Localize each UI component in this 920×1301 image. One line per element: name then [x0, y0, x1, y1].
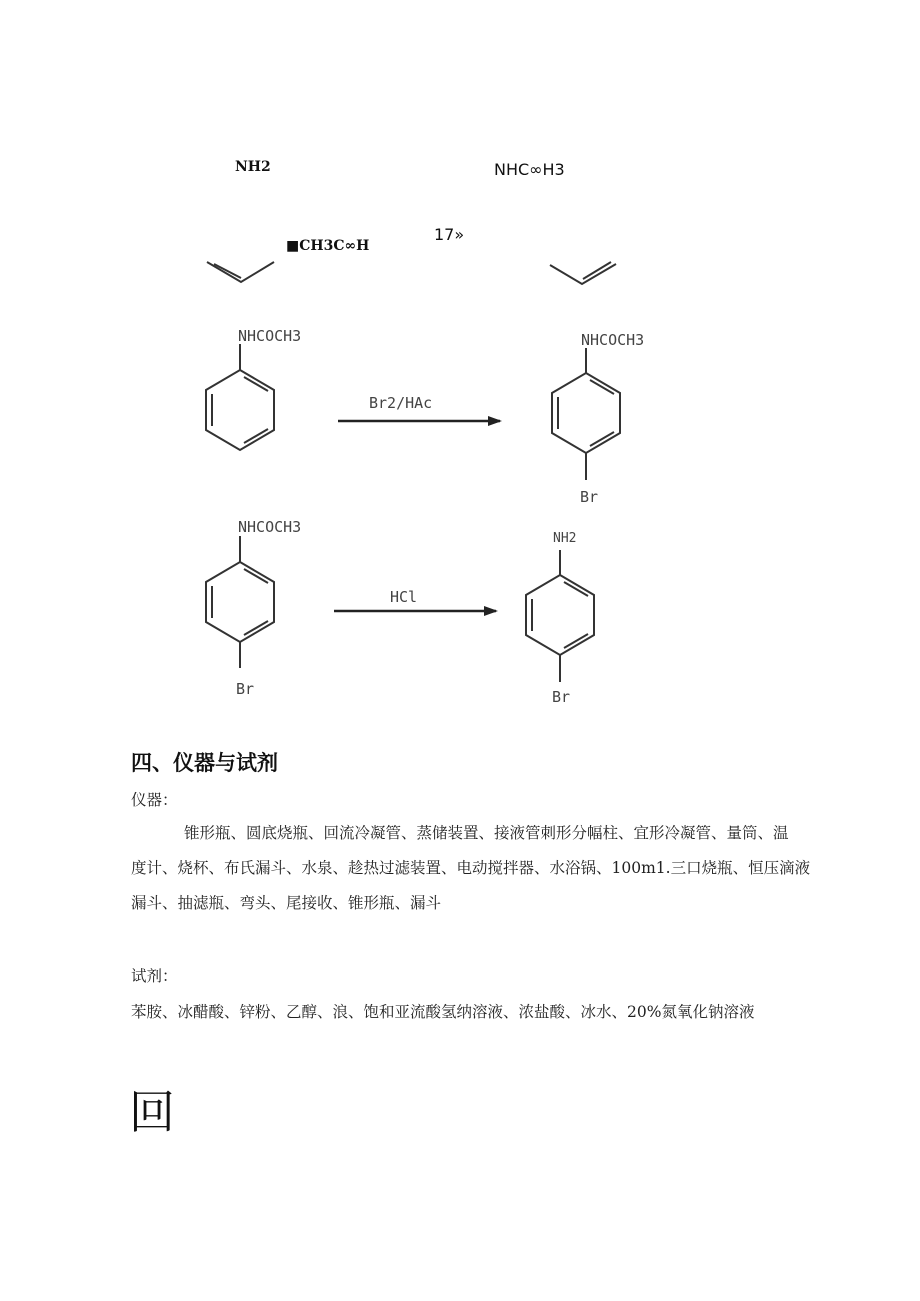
reagents-label: 试剂： [131, 967, 178, 985]
acetanilide-substituent-label: NHCOCH3 [238, 327, 302, 345]
benzene-ring-bromoaniline [526, 550, 594, 682]
instruments-line-2: 度计、烧杯、布氏漏斗、水泉、趁热过滤装置、电动搅拌器、水浴锅、100m1.三口烧瓶、恒压滴液 [131, 859, 811, 877]
hydrolysis-reagent-label: HCl [390, 588, 418, 606]
reaction-condition-label: 17» [434, 225, 465, 244]
acetanilide-label: NHC∞H3 [494, 160, 565, 179]
benzene-ring-acetanilide [206, 344, 274, 450]
product-substituent-label: NHCOCH3 [581, 331, 645, 349]
bromoacetanilide-bromo-label: Br [236, 680, 255, 698]
benzene-ring-partial-left [207, 262, 274, 282]
section-glyph: 回 [129, 1085, 175, 1139]
bromoacetanilide-substituent-label: NHCOCH3 [238, 518, 302, 536]
section-heading: 四、仪器与试剂 [131, 751, 278, 775]
instruments-line-1: 锥形瓶、圆底烧瓶、回流冷凝管、蒸储装置、接液管刺形分幅柱、宜形冷凝管、量筒、温 [184, 824, 789, 842]
aniline-label: NH2 [235, 159, 271, 175]
instruments-label: 仪器： [131, 791, 178, 809]
bromoaniline-amino-label: NH2 [553, 531, 577, 546]
reagent-acetic-acid-label: ■CH3C∞H [286, 238, 370, 254]
bromoaniline-bromo-label: Br [552, 688, 571, 706]
bromination-reagent-label: Br2/HAc [369, 394, 433, 412]
instruments-line-3: 漏斗、抽滤瓶、弯头、尾接收、锥形瓶、漏斗 [131, 894, 442, 912]
reagents-text: 苯胺、冰醋酸、锌粉、乙醇、浪、饱和亚流酸氢纳溶液、浓盐酸、冰水、20%氮氧化钠溶液 [131, 1003, 755, 1021]
benzene-ring-partial-right [550, 262, 616, 284]
benzene-ring-bromoacetanilide [552, 348, 620, 480]
product-bromo-label: Br [580, 488, 599, 506]
benzene-ring-bromoacetanilide-left [206, 536, 274, 668]
